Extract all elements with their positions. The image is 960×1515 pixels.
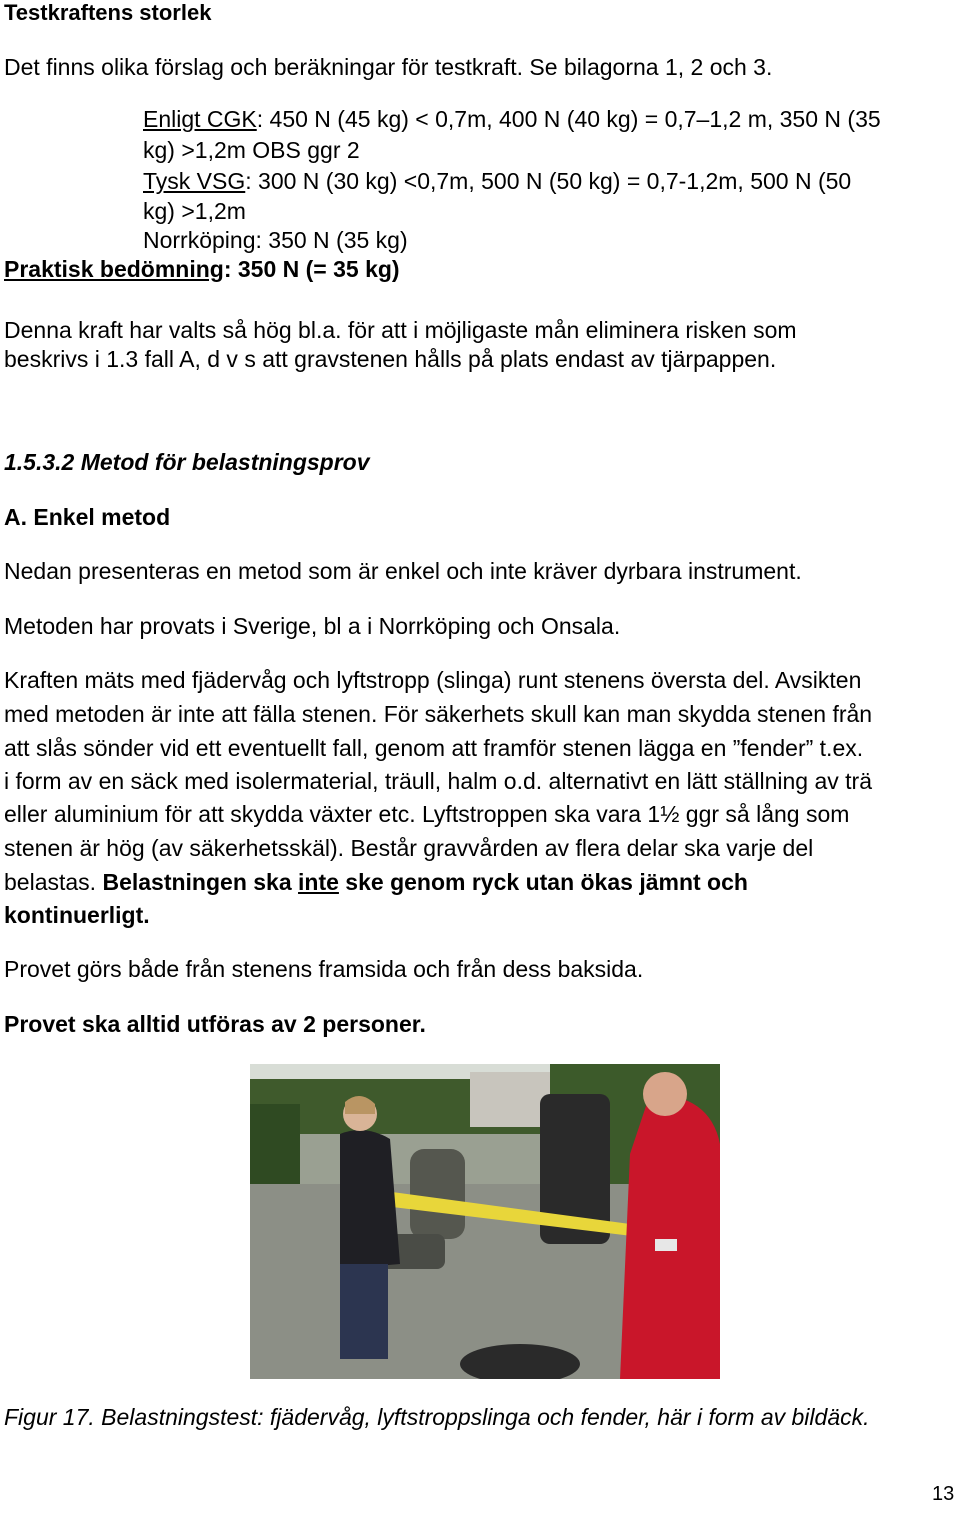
paragraph-3-line-1: Kraften mäts med fjädervåg och lyftstropp (slinga) runt stenens översta del. Avsikten bbox=[4, 667, 862, 693]
cgk-line-1 bbox=[143, 108, 881, 131]
motivation-line-2: beskrivs i 1.3 fall A, d v s att gravstenen hålls på plats endast av tjärpappen. bbox=[4, 346, 777, 372]
paragraph-4: Provet görs både från stenens framsida och från dess baksida. bbox=[4, 956, 644, 982]
paragraph-1: Nedan presenteras en metod som är enkel och inte kräver dyrbara instrument. bbox=[4, 558, 802, 584]
figure-caption: Figur 17. Belastningstest: fjädervåg, lyftstroppslinga och fender, här i form av bildäck. bbox=[4, 1404, 870, 1430]
motivation-line-1: Denna kraft har valts så hög bl.a. för att i möjligaste mån eliminera risken som bbox=[4, 317, 797, 343]
load-test-photo bbox=[250, 1064, 720, 1379]
vsg-text: : 300 N (30 kg) <0,7m, 500 N (50 kg) = 0,7-1,2m, 500 N (50 bbox=[245, 168, 852, 194]
emphasis-inte: inte bbox=[298, 869, 339, 895]
page-number: 13 bbox=[932, 1483, 955, 1505]
paragraph-3-line-8: kontinuerligt. bbox=[4, 902, 150, 928]
paragraph-3-line-2: med metoden är inte att fälla stenen. För säkerhets skull kan man skydda stenen från bbox=[4, 701, 873, 727]
cgk-text: : 450 N (45 kg) < 0,7m, 400 N (40 kg) = 0,7–1,2 m, 350 N (35 bbox=[256, 106, 881, 132]
paragraph-3-line-7 bbox=[4, 871, 748, 894]
paragraph-3-line-6: stenen är hög (av säkerhetsskäl). Består gravvården av flera delar ska varje del bbox=[4, 835, 814, 861]
emphasis-text-b: ske genom ryck utan ökas jämnt och bbox=[338, 869, 748, 895]
page-heading: Testkraftens storlek bbox=[4, 0, 212, 25]
paragraph-3-line-4: i form av en säck med isolermaterial, träull, halm o.d. alternativt en lätt ställning av trä bbox=[4, 768, 872, 794]
assessment-value: : 350 N (= 35 kg) bbox=[223, 256, 400, 282]
paragraph-3-line-5: eller aluminium för att skydda växter etc. Lyftstroppen ska vara 1½ ggr så lång som bbox=[4, 801, 850, 827]
practical-assessment bbox=[4, 258, 400, 281]
photo-illustration bbox=[250, 1064, 720, 1379]
emphasis-text-a: Belastningen ska bbox=[102, 869, 299, 895]
intro-paragraph: Det finns olika förslag och beräkningar för testkraft. Se bilagorna 1, 2 och 3. bbox=[4, 54, 773, 80]
subsection-heading: A. Enkel metod bbox=[4, 504, 171, 530]
paragraph-5: Provet ska alltid utföras av 2 personer. bbox=[4, 1011, 426, 1037]
cgk-line-2: kg) >1,2m OBS ggr 2 bbox=[143, 137, 360, 163]
cgk-label: Enligt CGK bbox=[143, 106, 257, 132]
belastas-text: belastas. bbox=[4, 869, 103, 895]
vsg-label: Tysk VSG bbox=[143, 168, 246, 194]
paragraph-3-line-3: att slås sönder vid ett eventuellt fall, genom att framför stenen lägga en ”fender” t.ex. bbox=[4, 735, 864, 761]
section-heading: 1.5.3.2 Metod för belastningsprov bbox=[4, 449, 370, 475]
vsg-line-2: kg) >1,2m bbox=[143, 198, 246, 224]
norrkoping-line: Norrköping: 350 N (35 kg) bbox=[143, 227, 408, 253]
vsg-line-1 bbox=[143, 170, 851, 193]
paragraph-2: Metoden har provats i Sverige, bl a i Norrköping och Onsala. bbox=[4, 613, 621, 639]
assessment-label: Praktisk bedömning bbox=[4, 256, 224, 282]
